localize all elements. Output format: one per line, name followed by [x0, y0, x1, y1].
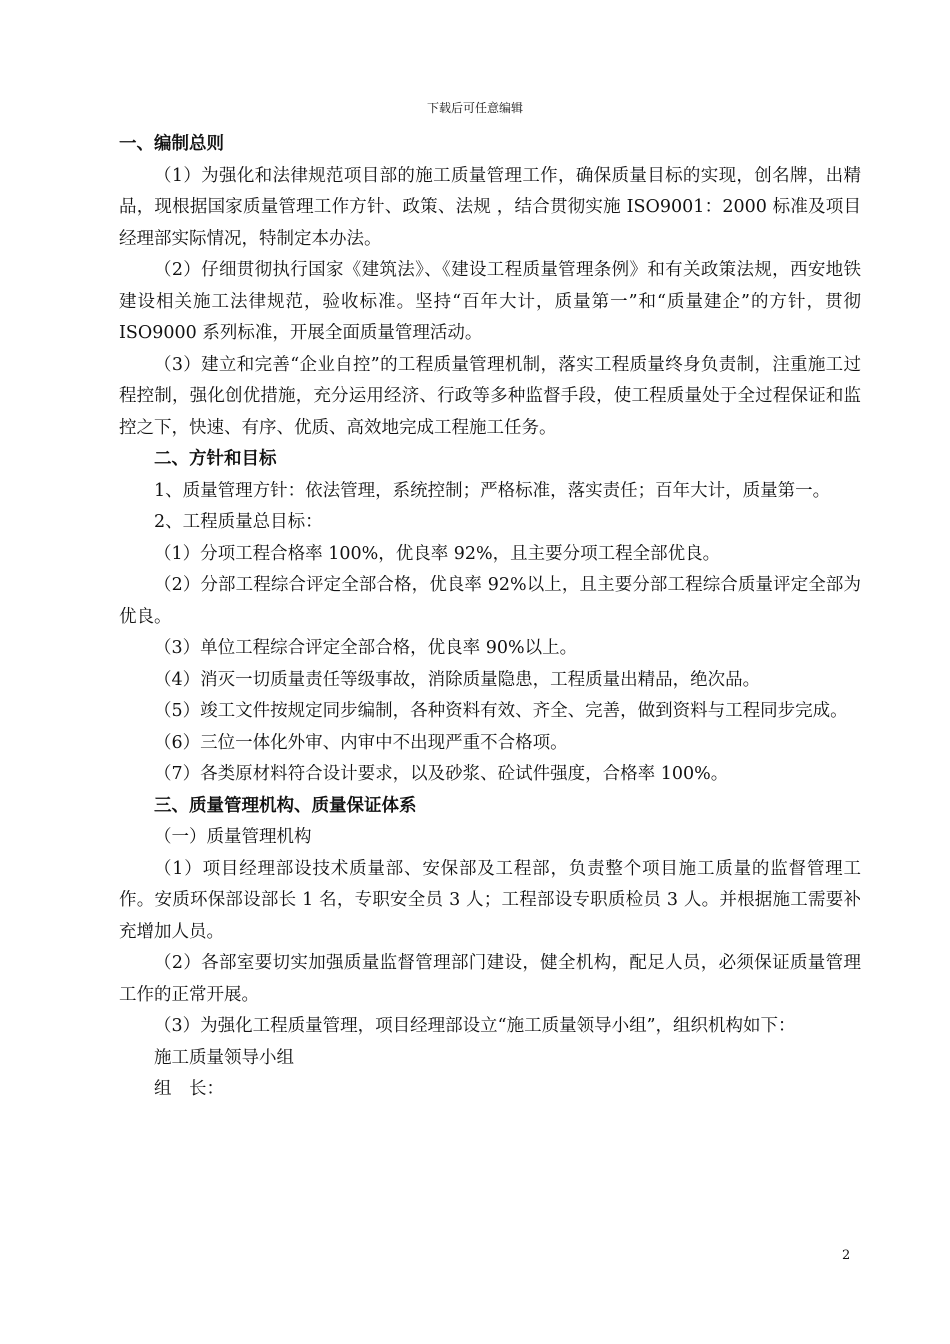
- page-header: 下载后可任意编辑: [426, 101, 523, 115]
- section-1-paragraph-2: （2）仔细贯彻执行国家《建筑法》、《建设工程质量管理条例》和有关政策法规，西安地铁建设相关施工法律规范，验收标准。坚持“百年大计，质量第一”和“质量建企”的方针，贯彻 ISO9000 系列标准，开展全面质量管理活动。: [119, 260, 861, 343]
- quality-goal-item: （1）分项工程合格率 100%，优良率 92%，且主要分项工程全部优良。: [154, 543, 721, 564]
- quality-goal-item: （3）单位工程综合评定全部合格，优良率 90%以上。: [154, 638, 578, 658]
- document-body: [119, 129, 861, 1106]
- section-1-paragraph-3: （3）建立和完善“企业自控”的工程质量管理机制，落实工程质量终身负责制，注重施工过程控制，强化创优措施，充分运用经济、行政等多种监督手段，使工程质量处于全过程保证和监控之下，快速、有序、优质、高效地完成工程施工任务。: [119, 354, 861, 438]
- section-3-heading: 三、质量管理机构、质量保证体系: [154, 795, 417, 816]
- group-leader-label: 组 长：: [154, 1079, 224, 1099]
- quality-goal-item: （2）分部工程综合评定全部合格，优良率 92%以上，且主要分部工程综合质量评定全部为优良。: [119, 575, 861, 627]
- section-3-paragraph-3: （3）为强化工程质量管理，项目经理部设立“施工质量领导小组”，组织机构如下：: [154, 1016, 796, 1036]
- quality-goal-item: （5）竣工文件按规定同步编制，各种资料有效、齐全、完善，做到资料与工程同步完成。: [154, 701, 848, 721]
- quality-policy: 1、质量管理方针：依法管理，系统控制；严格标准，落实责任；百年大计，质量第一。: [154, 480, 831, 501]
- leadership-group-title: 施工质量领导小组: [154, 1047, 294, 1068]
- section-1-paragraph-1: （1）为强化和法律规范项目部的施工质量管理工作，确保质量目标的实现，创名牌，出精品，现根据国家质量管理工作方针、政策、法规 ，结合贯彻实施 ISO9001：2000 标准及项目经理部实际情况，特制定本办法。: [119, 165, 861, 249]
- section-3-paragraph-2: （2）各部室要切实加强质量监督管理部门建设，健全机构，配足人员，必须保证质量管理工作的正常开展。: [119, 953, 861, 1005]
- page-number: 2: [842, 1248, 851, 1263]
- quality-goal-title: 2、工程质量总目标：: [154, 512, 323, 532]
- section-3-subheading: （一）质量管理机构: [154, 827, 312, 847]
- quality-goal-item: （6）三位一体化外审、内审中不出现严重不合格项。: [154, 732, 568, 753]
- section-1-heading: 一、编制总则: [119, 134, 224, 154]
- section-3-paragraph-1: （1）项目经理部设技术质量部、安保部及工程部，负责整个项目施工质量的监督管理工作。安质环保部设部长 1 名，专职安全员 3 人；工程部设专职质检员 3 人。并根据施工需要补充增加人员。: [119, 858, 861, 942]
- section-2-heading: 二、方针和目标: [154, 449, 277, 469]
- quality-goal-item: （4）消灭一切质量责任等级事故，消除质量隐患，工程质量出精品，绝次品。: [154, 669, 761, 690]
- quality-goal-item: （7）各类原材料符合设计要求，以及砂浆、砼试件强度，合格率 100%。: [154, 764, 729, 784]
